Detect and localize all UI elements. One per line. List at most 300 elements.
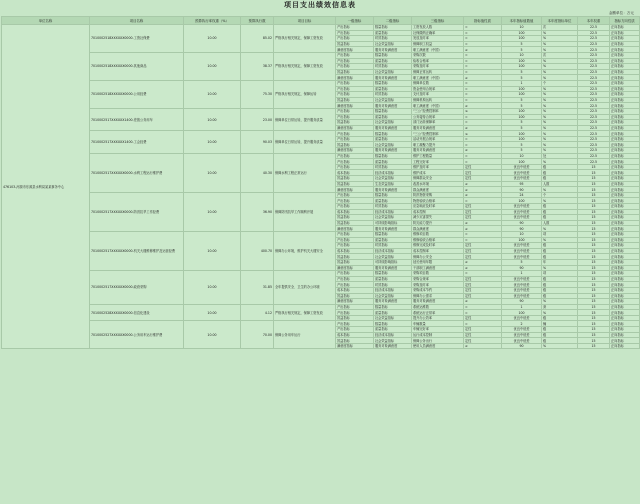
indicator-weight-cell: 22.5: [578, 47, 610, 53]
indicator-weight-cell: 15: [578, 304, 610, 310]
indicator-weight-cell: 15: [578, 181, 610, 187]
indicator-weight-cell: 22.5: [578, 92, 610, 98]
project-goal-cell: 保障单位日常运转，提升服务质量: [274, 131, 336, 153]
table-header-row: [2, 17, 640, 25]
level3-indicator-cell: 维护及时率: [412, 164, 464, 170]
indicator-direction-cell: 正向指标: [610, 170, 640, 176]
executed-cell: 400.70: [241, 231, 274, 270]
indicator-weight-cell: 15: [578, 209, 610, 215]
indicator-weight-cell: 15: [578, 254, 610, 260]
indicator-unit-cell: %: [542, 148, 578, 154]
indicator-weight-cell: 15: [578, 338, 610, 344]
level3-indicator-cell: 成本控制: [412, 209, 464, 215]
level1-indicator-cell: 产出指标: [336, 198, 374, 204]
department-name-cell: 476103-河源市东源县水利局某某事务中心: [2, 25, 90, 349]
indicator-weight-cell: 15: [578, 231, 610, 237]
column-header: 指标值性质: [464, 17, 502, 25]
project-name-cell: 7010002517XXXXXX0000-防汛抗旱工作经费: [90, 192, 184, 231]
project-goal-cell: 保障办公环境，维护机关大楼安全: [274, 231, 336, 270]
indicator-unit-cell: 个: [542, 80, 578, 86]
level3-indicator-cell: 车辆完好率: [412, 327, 464, 333]
executed-cell: 70.00: [241, 321, 274, 349]
indicator-unit-cell: %: [542, 187, 578, 193]
level1-indicator-cell: 产出指标: [336, 80, 374, 86]
level3-indicator-cell: 采购合规率: [412, 276, 464, 282]
indicator-nature-cell: ≥: [464, 226, 502, 232]
level3-indicator-cell: 保障正常运转: [412, 69, 464, 75]
indicator-unit-cell: 级: [542, 254, 578, 260]
executed-cell: 23.00: [241, 108, 274, 130]
level1-indicator-cell: 效益指标: [336, 259, 374, 265]
indicator-nature-cell: =: [464, 30, 502, 36]
level2-indicator-cell: 社会效益指标: [374, 41, 412, 47]
level3-indicator-cell: 职工满意度（中国）: [412, 75, 464, 81]
indicator-weight-cell: 22.5: [578, 108, 610, 114]
level1-indicator-cell: 产出指标: [336, 36, 374, 42]
indicator-unit-cell: 级: [542, 215, 578, 221]
level2-indicator-cell: 服务对象满意度: [374, 299, 412, 305]
indicator-value-cell: 优良中低差: [502, 170, 542, 176]
indicator-nature-cell: ≥: [464, 148, 502, 154]
indicator-unit-cell: 级: [542, 276, 578, 282]
indicator-nature-cell: ≤: [464, 131, 502, 137]
indicator-nature-cell: =: [464, 80, 502, 86]
indicator-nature-cell: 定性: [464, 315, 502, 321]
indicator-direction-cell: 正向指标: [610, 148, 640, 154]
indicator-value-cell: 5: [502, 120, 542, 126]
indicator-weight-cell: 15: [578, 220, 610, 226]
indicator-direction-cell: 正向指标: [610, 64, 640, 70]
level3-indicator-cell: 防汛物资采购: [412, 192, 464, 198]
table-row: [2, 52, 640, 58]
indicator-unit-cell: %: [542, 75, 578, 81]
level2-indicator-cell: 经济成本指标: [374, 248, 412, 254]
project-goal-cell: 严格执行相关规定，保障工资发放: [274, 304, 336, 321]
indicator-direction-cell: 正向指标: [610, 153, 640, 159]
indicator-value-cell: 5: [502, 69, 542, 75]
indicator-direction-cell: 正向指标: [610, 304, 640, 310]
level2-indicator-cell: 可持续影响指标: [374, 259, 412, 265]
indicator-weight-cell: 22.5: [578, 80, 610, 86]
indicator-weight-cell: 15: [578, 187, 610, 193]
level2-indicator-cell: 时效指标: [374, 36, 412, 42]
indicator-direction-cell: 正向指标: [610, 125, 640, 131]
indicator-nature-cell: 定性: [464, 332, 502, 338]
indicator-weight-cell: 22.5: [578, 120, 610, 126]
report-title: 项目支出绩效信息表: [284, 1, 356, 9]
level2-indicator-cell: 社会效益指标: [374, 142, 412, 148]
level2-indicator-cell: 时效指标: [374, 92, 412, 98]
level1-indicator-cell: 成本指标: [336, 248, 374, 254]
project-name-cell: 7010002517XXXXXX1400-差旅公务用车: [90, 108, 184, 130]
indicator-value-cell: 100: [502, 58, 542, 64]
indicator-nature-cell: =: [464, 36, 502, 42]
indicator-nature-cell: =: [464, 25, 502, 31]
indicator-direction-cell: 正向指标: [610, 181, 640, 187]
level3-indicator-cell: 资金使用合规率: [412, 86, 464, 92]
level1-indicator-cell: 产出指标: [336, 231, 374, 237]
indicator-unit-cell: 辆: [542, 321, 578, 327]
indicator-nature-cell: =: [464, 64, 502, 70]
indicator-nature-cell: =: [464, 159, 502, 165]
indicator-unit-cell: 项: [542, 271, 578, 277]
indicator-nature-cell: 定性: [464, 276, 502, 282]
indicator-nature-cell: 定性: [464, 338, 502, 344]
indicator-weight-cell: 15: [578, 176, 610, 182]
indicator-value-cell: 优良中低差: [502, 276, 542, 282]
level2-indicator-cell: 质量指标: [374, 114, 412, 120]
level2-indicator-cell: 数量指标: [374, 231, 412, 237]
column-header: 项目名称: [90, 17, 184, 25]
indicator-direction-cell: 正向指标: [610, 231, 640, 237]
indicator-value-cell: 优良中低差: [502, 282, 542, 288]
level1-indicator-cell: 产出指标: [336, 192, 374, 198]
performance-table: [1, 16, 640, 349]
indicator-nature-cell: 定性: [464, 209, 502, 215]
indicator-value-cell: 100: [502, 64, 542, 70]
level2-indicator-cell: 服务对象满意度: [374, 75, 412, 81]
indicator-unit-cell: %: [542, 310, 578, 316]
table-body: [2, 25, 640, 349]
indicator-unit-cell: 项: [542, 231, 578, 237]
indicator-weight-cell: 15: [578, 237, 610, 243]
executed-cell: 85.02: [241, 25, 274, 53]
indicator-nature-cell: ≥: [464, 265, 502, 271]
indicator-weight-cell: 22.5: [578, 41, 610, 47]
level1-indicator-cell: 满意度指标: [336, 47, 374, 53]
table-row: [2, 304, 640, 310]
indicator-unit-cell: 个: [542, 192, 578, 198]
indicator-weight-cell: 22.5: [578, 36, 610, 42]
level2-indicator-cell: 服务对象满意度: [374, 125, 412, 131]
indicator-direction-cell: 正向指标: [610, 338, 640, 344]
level2-indicator-cell: 质量指标: [374, 159, 412, 165]
indicator-nature-cell: 定性: [464, 248, 502, 254]
indicator-direction-cell: 正向指标: [610, 204, 640, 210]
level3-indicator-cell: 活动开展合规率: [412, 136, 464, 142]
column-header: 本年权重: [578, 17, 610, 25]
indicator-unit-cell: 级: [542, 327, 578, 333]
level3-indicator-cell: 工资发放人数: [412, 25, 464, 31]
indicator-value-cell: 100: [502, 108, 542, 114]
indicator-nature-cell: 定性: [464, 170, 502, 176]
indicator-value-cell: 100: [502, 136, 542, 142]
level2-indicator-cell: 可持续影响指标: [374, 220, 412, 226]
indicator-weight-cell: 15: [578, 276, 610, 282]
indicator-value-cell: 10: [502, 52, 542, 58]
indicator-direction-cell: 正向指标: [610, 276, 640, 282]
level2-indicator-cell: 质量指标: [374, 310, 412, 316]
indicator-direction-cell: 正向指标: [610, 259, 640, 265]
column-header: 指标方向性质: [610, 17, 640, 25]
executed-cell: 36.90: [241, 192, 274, 231]
level2-indicator-cell: 服务对象满意度: [374, 187, 412, 193]
level3-indicator-cell: 车辆数量: [412, 321, 464, 327]
indicator-unit-cell: 套: [542, 304, 578, 310]
level1-indicator-cell: 满意度指标: [336, 103, 374, 109]
indicator-weight-cell: 15: [578, 315, 610, 321]
indicator-nature-cell: ≥: [464, 75, 502, 81]
level2-indicator-cell: 服务对象满意度: [374, 343, 412, 349]
level2-indicator-cell: 质量指标: [374, 276, 412, 282]
indicator-weight-cell: 22.5: [578, 25, 610, 31]
level1-indicator-cell: 效益指标: [336, 215, 374, 221]
level1-indicator-cell: 成本指标: [336, 209, 374, 215]
indicator-value-cell: 优良中低差: [502, 204, 542, 210]
indicator-value-cell: 优良中低差: [502, 293, 542, 299]
level2-indicator-cell: 服务对象满意度: [374, 265, 412, 271]
project-name-cell: 7010002517XXXXXX1400-工会经费: [90, 131, 184, 153]
indicator-direction-cell: 正向指标: [610, 299, 640, 305]
table-row: [2, 25, 640, 31]
indicator-direction-cell: 正向指标: [610, 287, 640, 293]
level3-indicator-cell: 使用人员满意度: [412, 343, 464, 349]
level1-indicator-cell: 效益指标: [336, 254, 374, 260]
indicator-weight-cell: 22.5: [578, 125, 610, 131]
indicator-value-cell: 10: [502, 153, 542, 159]
indicator-direction-cell: 正向指标: [610, 97, 640, 103]
indicator-unit-cell: 人数: [542, 220, 578, 226]
level1-indicator-cell: 产出指标: [336, 153, 374, 159]
project-goal-cell: 严格执行相关规定，保障运转: [274, 80, 336, 108]
indicator-unit-cell: %: [542, 159, 578, 165]
level2-indicator-cell: 质量指标: [374, 30, 412, 36]
level2-indicator-cell: 生态效益指标: [374, 181, 412, 187]
level2-indicator-cell: 经济成本指标: [374, 332, 412, 338]
level1-indicator-cell: 效益指标: [336, 97, 374, 103]
indicator-direction-cell: 正向指标: [610, 30, 640, 36]
level1-indicator-cell: 成本指标: [336, 287, 374, 293]
indicator-weight-cell: 22.5: [578, 159, 610, 165]
executed-cell: 4.12: [241, 304, 274, 321]
indicator-direction-cell: 正向指标: [610, 120, 640, 126]
level2-indicator-cell: 时效指标: [374, 164, 412, 170]
level2-indicator-cell: 社会效益指标: [374, 293, 412, 299]
indicator-unit-cell: %: [542, 125, 578, 131]
table-row: [2, 321, 640, 327]
indicator-value-cell: 优良中低差: [502, 248, 542, 254]
level3-indicator-cell: 保障群众安全: [412, 176, 464, 182]
column-header: 二级指标: [374, 17, 412, 25]
indicator-unit-cell: %: [542, 47, 578, 53]
level2-indicator-cell: 质量指标: [374, 86, 412, 92]
indicator-nature-cell: 定性: [464, 176, 502, 182]
level2-indicator-cell: 社会效益指标: [374, 176, 412, 182]
indicator-weight-cell: 15: [578, 282, 610, 288]
level2-indicator-cell: 数量指标: [374, 192, 412, 198]
indicator-nature-cell: 定性: [464, 327, 502, 333]
indicator-nature-cell: 定性: [464, 204, 502, 210]
indicator-weight-cell: 22.5: [578, 114, 610, 120]
level3-indicator-cell: 系统运行正常率: [412, 310, 464, 316]
indicator-nature-cell: ≥: [464, 220, 502, 226]
indicator-unit-cell: 次: [542, 52, 578, 58]
indicator-weight-cell: 22.5: [578, 69, 610, 75]
indicator-direction-cell: 正向指标: [610, 282, 640, 288]
level2-indicator-cell: 数量指标: [374, 25, 412, 31]
indicator-direction-cell: 正向指标: [610, 136, 640, 142]
level2-indicator-cell: 服务对象满意度: [374, 226, 412, 232]
indicator-nature-cell: =: [464, 52, 502, 58]
level1-indicator-cell: 产出指标: [336, 30, 374, 36]
level2-indicator-cell: 数量指标: [374, 80, 412, 86]
indicator-unit-cell: 级: [542, 332, 578, 338]
indicator-weight-cell: 15: [578, 248, 610, 254]
weight-cell: 10.00: [184, 52, 241, 80]
indicator-direction-cell: 正向指标: [610, 176, 640, 182]
level1-indicator-cell: 产出指标: [336, 276, 374, 282]
table-row: [2, 108, 640, 114]
level2-indicator-cell: 服务对象满意度: [374, 148, 412, 154]
indicator-value-cell: 90: [502, 343, 542, 349]
level1-indicator-cell: 满意度指标: [336, 343, 374, 349]
indicator-unit-cell: 级: [542, 282, 578, 288]
indicator-unit-cell: %: [542, 41, 578, 47]
indicator-unit-cell: %: [542, 299, 578, 305]
indicator-nature-cell: ≥: [464, 299, 502, 305]
indicator-value-cell: 优良中低差: [502, 254, 542, 260]
table-row: [2, 80, 640, 86]
indicator-value-cell: 100: [502, 36, 542, 42]
indicator-unit-cell: %: [542, 86, 578, 92]
level2-indicator-cell: 数量指标: [374, 52, 412, 58]
weight-cell: 10.00: [184, 271, 241, 305]
weight-cell: 10.00: [184, 304, 241, 321]
level1-indicator-cell: 产出指标: [336, 114, 374, 120]
indicator-weight-cell: 22.5: [578, 30, 610, 36]
indicator-direction-cell: 正向指标: [610, 321, 640, 327]
project-goal-cell: 保障单位日常运转，提升服务质量: [274, 108, 336, 130]
level1-indicator-cell: 产出指标: [336, 159, 374, 165]
level1-indicator-cell: 效益指标: [336, 176, 374, 182]
level3-indicator-cell: 职工凝聚力提升: [412, 142, 464, 148]
indicator-direction-cell: 正向指标: [610, 243, 640, 249]
indicator-weight-cell: 22.5: [578, 75, 610, 81]
level3-indicator-cell: 保障办公需求: [412, 293, 464, 299]
weight-cell: 10.00: [184, 231, 241, 270]
weight-cell: 10.00: [184, 131, 241, 153]
indicator-direction-cell: 正向指标: [610, 108, 640, 114]
indicator-unit-cell: 级: [542, 248, 578, 254]
executed-cell: 75.30: [241, 80, 274, 108]
indicator-value-cell: 优良中低差: [502, 164, 542, 170]
level2-indicator-cell: 数量指标: [374, 304, 412, 310]
project-name-cell: 7010002518XXXXXX0000-工资社保费: [90, 25, 184, 53]
level1-indicator-cell: 产出指标: [336, 108, 374, 114]
indicator-direction-cell: 正向指标: [610, 220, 640, 226]
level3-indicator-cell: 维护成本: [412, 170, 464, 176]
level3-indicator-cell: 维修验收合格率: [412, 237, 464, 243]
level1-indicator-cell: 产出指标: [336, 58, 374, 64]
indicator-weight-cell: 15: [578, 332, 610, 338]
table-row: [2, 271, 640, 277]
indicator-direction-cell: 正向指标: [610, 343, 640, 349]
level1-indicator-cell: 产出指标: [336, 92, 374, 98]
level2-indicator-cell: 社会效益指标: [374, 69, 412, 75]
table-row: [2, 231, 640, 237]
level1-indicator-cell: 满意度指标: [336, 148, 374, 154]
indicator-nature-cell: =: [464, 69, 502, 75]
indicator-nature-cell: 定性: [464, 243, 502, 249]
level2-indicator-cell: 经济成本指标: [374, 209, 412, 215]
indicator-nature-cell: =: [464, 271, 502, 277]
level2-indicator-cell: 质量指标: [374, 237, 412, 243]
project-goal-cell: 保障水利工程正常运行: [274, 153, 336, 192]
level3-indicator-cell: 采购成本节约: [412, 287, 464, 293]
indicator-direction-cell: 正向指标: [610, 164, 640, 170]
indicator-direction-cell: 正向指标: [610, 36, 640, 42]
indicator-value-cell: 100: [502, 198, 542, 204]
level1-indicator-cell: 效益指标: [336, 142, 374, 148]
indicator-nature-cell: ≤: [464, 108, 502, 114]
indicator-weight-cell: 15: [578, 215, 610, 221]
indicator-unit-cell: 级: [542, 338, 578, 344]
indicator-value-cell: 优良中低差: [502, 209, 542, 215]
indicator-value-cell: 优良中低差: [502, 315, 542, 321]
project-name-cell: 7010002517XXXXXX0000-政府采购: [90, 271, 184, 305]
table-row: [2, 153, 640, 159]
indicator-direction-cell: 正向指标: [610, 332, 640, 338]
level3-indicator-cell: 应急响应及时率: [412, 204, 464, 210]
indicator-unit-cell: 级: [542, 176, 578, 182]
indicator-nature-cell: =: [464, 97, 502, 103]
unit-label: 金额单位：万元: [608, 11, 634, 15]
weight-cell: 10.00: [184, 321, 241, 349]
project-goal-cell: 严格执行相关规定，保障工资发放: [274, 52, 336, 80]
level3-indicator-cell: 成本控制率: [412, 248, 464, 254]
level3-indicator-cell: 公务接待合规率: [412, 114, 464, 120]
column-header: 本年度指标单位: [542, 17, 578, 25]
column-header: 预算执行数: [241, 17, 274, 25]
indicator-value-cell: 100: [502, 159, 542, 165]
indicator-weight-cell: 15: [578, 204, 610, 210]
executed-cell: 90.03: [241, 131, 274, 153]
indicator-nature-cell: =: [464, 92, 502, 98]
indicator-direction-cell: 正向指标: [610, 25, 640, 31]
indicator-value-cell: 1: [502, 271, 542, 277]
indicator-value-cell: 100: [502, 114, 542, 120]
indicator-unit-cell: %: [542, 64, 578, 70]
level1-indicator-cell: 产出指标: [336, 52, 374, 58]
indicator-nature-cell: 定性: [464, 215, 502, 221]
indicator-value-cell: 5: [502, 125, 542, 131]
indicator-value-cell: 优良中低差: [502, 332, 542, 338]
level1-indicator-cell: 产出指标: [336, 136, 374, 142]
weight-cell: 10.00: [184, 108, 241, 130]
level2-indicator-cell: 经济成本指标: [374, 170, 412, 176]
level1-indicator-cell: 效益指标: [336, 120, 374, 126]
level3-indicator-cell: 防灾能力提升: [412, 220, 464, 226]
level2-indicator-cell: 数量指标: [374, 321, 412, 327]
level2-indicator-cell: 经济成本指标: [374, 287, 412, 293]
indicator-direction-cell: 正向指标: [610, 131, 640, 137]
indicator-direction-cell: 正向指标: [610, 92, 640, 98]
indicator-weight-cell: 15: [578, 170, 610, 176]
indicator-nature-cell: ≥: [464, 187, 502, 193]
indicator-value-cell: 10: [502, 25, 542, 31]
indicator-direction-cell: 正向指标: [610, 58, 640, 64]
indicator-unit-cell: %: [542, 69, 578, 75]
indicator-unit-cell: %: [542, 92, 578, 98]
level1-indicator-cell: 效益指标: [336, 181, 374, 187]
level1-indicator-cell: 产出指标: [336, 131, 374, 137]
indicator-direction-cell: 正向指标: [610, 75, 640, 81]
indicator-direction-cell: 正向指标: [610, 198, 640, 204]
indicator-value-cell: 90: [502, 265, 542, 271]
indicator-unit-cell: %: [542, 103, 578, 109]
indicator-weight-cell: 15: [578, 310, 610, 316]
indicator-weight-cell: 22.5: [578, 64, 610, 70]
